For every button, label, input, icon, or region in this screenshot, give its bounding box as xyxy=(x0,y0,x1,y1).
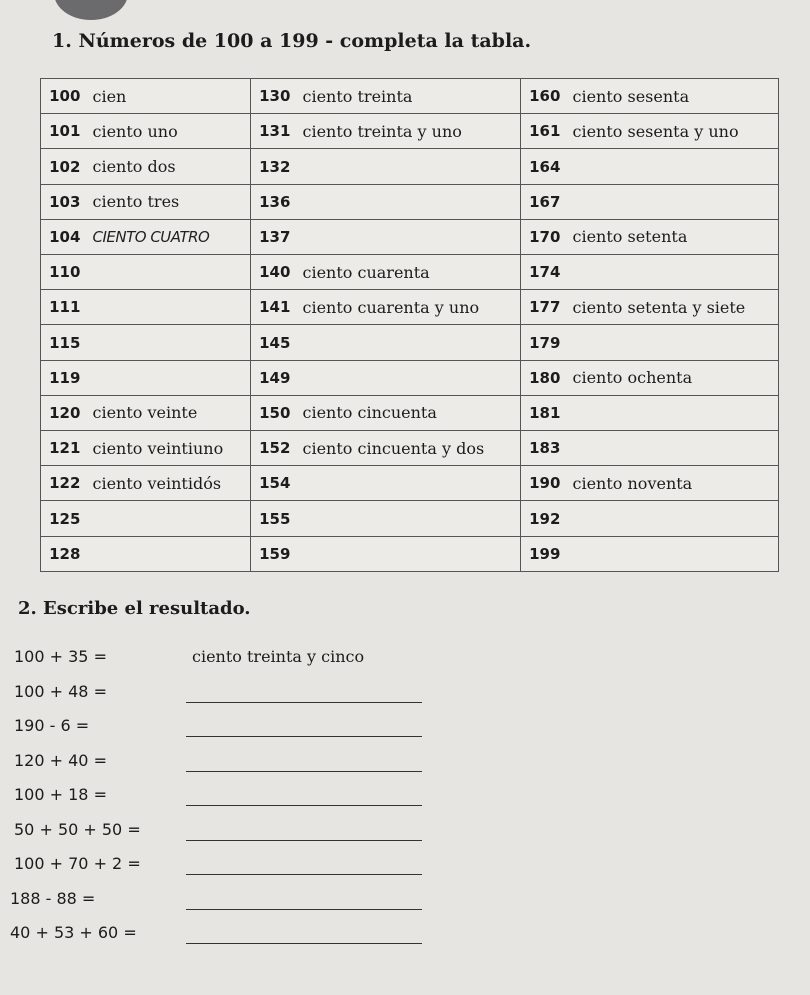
table-row xyxy=(41,149,779,184)
number-cell: 192 xyxy=(521,501,569,536)
number-cell: 121 xyxy=(41,431,89,466)
number-cell: 137 xyxy=(251,219,299,254)
number-cell: 132 xyxy=(251,149,299,184)
table-row xyxy=(41,114,779,149)
exercise-expression: 190 - 6 = xyxy=(14,716,90,735)
word-cell: ciento uno xyxy=(89,114,251,149)
number-cell: 131 xyxy=(251,114,299,149)
number-cell: 100 xyxy=(41,79,89,114)
number-cell: 136 xyxy=(251,184,299,219)
blank-word-cell[interactable] xyxy=(299,149,521,184)
number-cell: 159 xyxy=(251,536,299,571)
answer-blank-line[interactable] xyxy=(186,805,422,806)
exercise-answer: ciento treinta y cinco xyxy=(192,647,365,666)
word-cell: ciento cuarenta xyxy=(299,255,521,290)
exercise-row xyxy=(0,678,810,708)
exercise-expression: 188 - 88 = xyxy=(10,888,96,908)
thumb-shadow xyxy=(54,0,128,20)
word-cell: ciento noventa xyxy=(569,466,779,501)
number-cell: 190 xyxy=(521,466,569,501)
blank-word-cell[interactable] xyxy=(89,290,251,325)
word-cell: ciento cuarenta y uno xyxy=(299,290,521,325)
number-cell: 180 xyxy=(521,360,569,395)
word-cell: ciento ochenta xyxy=(569,360,779,395)
word-cell: ciento sesenta y uno xyxy=(569,114,779,149)
exercise-expression: 100 + 35 = xyxy=(14,647,107,666)
number-cell: 170 xyxy=(521,219,569,254)
word-cell: cien xyxy=(89,79,251,114)
answer-blank-line[interactable] xyxy=(186,909,422,910)
number-cell: 111 xyxy=(41,290,89,325)
blank-word-cell[interactable] xyxy=(569,325,779,360)
table-row xyxy=(41,501,779,536)
number-cell: 179 xyxy=(521,325,569,360)
table-row xyxy=(41,360,779,395)
number-cell: 103 xyxy=(41,184,89,219)
exercise-expression: 100 + 48 = xyxy=(14,681,107,701)
table-row xyxy=(41,255,779,290)
exercise-row xyxy=(0,885,810,915)
blank-word-cell[interactable] xyxy=(569,149,779,184)
number-cell: 110 xyxy=(41,255,89,290)
table-row xyxy=(41,395,779,430)
table-row xyxy=(41,536,779,571)
number-cell: 167 xyxy=(521,184,569,219)
blank-word-cell[interactable] xyxy=(569,501,779,536)
numbers-table xyxy=(40,78,779,572)
answer-blank-line[interactable] xyxy=(186,874,422,875)
number-cell: 128 xyxy=(41,536,89,571)
number-cell: 102 xyxy=(41,149,89,184)
word-cell: ciento dos xyxy=(89,149,251,184)
answer-blank-line[interactable] xyxy=(186,736,422,737)
word-cell: ciento cincuenta xyxy=(299,395,521,430)
number-cell: 130 xyxy=(251,79,299,114)
blank-word-cell[interactable] xyxy=(299,325,521,360)
blank-word-cell[interactable] xyxy=(89,255,251,290)
exercise-row xyxy=(0,712,810,742)
blank-word-cell[interactable] xyxy=(299,536,521,571)
word-cell: ciento cincuenta y dos xyxy=(299,431,521,466)
table-row xyxy=(41,290,779,325)
number-cell: 101 xyxy=(41,114,89,149)
exercise-row xyxy=(0,919,810,949)
answer-blank-line[interactable] xyxy=(186,771,422,772)
word-cell: ciento treinta xyxy=(299,79,521,114)
blank-word-cell[interactable] xyxy=(89,536,251,571)
word-cell: ciento veintidós xyxy=(89,466,251,501)
section1-title: 1. Números de 100 a 199 - completa la tabla. xyxy=(52,30,532,52)
word-cell: CIENTO CUATRO xyxy=(89,219,251,254)
number-cell: 174 xyxy=(521,255,569,290)
table-row xyxy=(41,325,779,360)
answer-blank-line[interactable] xyxy=(186,840,422,841)
table-row xyxy=(41,184,779,219)
number-cell: 141 xyxy=(251,290,299,325)
number-cell: 104 xyxy=(41,219,89,254)
number-cell: 154 xyxy=(251,466,299,501)
exercise-expression: 40 + 53 + 60 = xyxy=(10,923,137,942)
table-row xyxy=(41,431,779,466)
answer-blank-line[interactable] xyxy=(186,943,422,944)
number-cell: 152 xyxy=(251,431,299,466)
number-cell: 119 xyxy=(41,360,89,395)
exercise-expression: 100 + 18 = xyxy=(14,785,107,804)
word-cell: ciento veinte xyxy=(89,395,251,430)
blank-word-cell[interactable] xyxy=(569,395,779,430)
number-cell: 120 xyxy=(41,395,89,430)
number-cell: 140 xyxy=(251,255,299,290)
word-cell: ciento sesenta xyxy=(569,79,779,114)
table-row xyxy=(41,219,779,254)
blank-word-cell[interactable] xyxy=(569,255,779,290)
word-cell: ciento treinta y uno xyxy=(299,114,521,149)
number-cell: 155 xyxy=(251,501,299,536)
number-cell: 161 xyxy=(521,114,569,149)
blank-word-cell[interactable] xyxy=(299,184,521,219)
exercise-row xyxy=(0,816,810,846)
number-cell: 160 xyxy=(521,79,569,114)
answer-blank-line[interactable] xyxy=(186,702,422,703)
word-cell: ciento tres xyxy=(89,184,251,219)
blank-word-cell[interactable] xyxy=(299,501,521,536)
exercise-row xyxy=(0,747,810,777)
word-cell: ciento setenta xyxy=(569,219,779,254)
number-cell: 115 xyxy=(41,325,89,360)
blank-word-cell[interactable] xyxy=(89,360,251,395)
blank-word-cell[interactable] xyxy=(89,501,251,536)
blank-word-cell[interactable] xyxy=(89,325,251,360)
exercise-row xyxy=(0,781,810,811)
word-cell: ciento setenta y siete xyxy=(569,290,779,325)
exercise-expression: 120 + 40 = xyxy=(14,750,107,770)
number-cell: 122 xyxy=(41,466,89,501)
table-row xyxy=(41,79,779,114)
blank-word-cell[interactable] xyxy=(569,184,779,219)
number-cell: 199 xyxy=(521,536,569,571)
exercise-expression: 100 + 70 + 2 = xyxy=(14,854,141,873)
number-cell: 149 xyxy=(251,360,299,395)
blank-word-cell[interactable] xyxy=(299,219,521,254)
blank-word-cell[interactable] xyxy=(299,466,521,501)
exercise-row xyxy=(0,643,810,673)
number-cell: 145 xyxy=(251,325,299,360)
table-row xyxy=(41,466,779,501)
word-cell: ciento veintiuno xyxy=(89,431,251,466)
number-cell: 150 xyxy=(251,395,299,430)
number-cell: 183 xyxy=(521,431,569,466)
exercise-expression: 50 + 50 + 50 = xyxy=(14,819,141,839)
blank-word-cell[interactable] xyxy=(569,536,779,571)
section2-title: 2. Escribe el resultado. xyxy=(18,598,251,619)
exercise-row xyxy=(0,850,810,880)
number-cell: 125 xyxy=(41,501,89,536)
blank-word-cell[interactable] xyxy=(299,360,521,395)
number-cell: 164 xyxy=(521,149,569,184)
number-cell: 181 xyxy=(521,395,569,430)
blank-word-cell[interactable] xyxy=(569,431,779,466)
number-cell: 177 xyxy=(521,290,569,325)
